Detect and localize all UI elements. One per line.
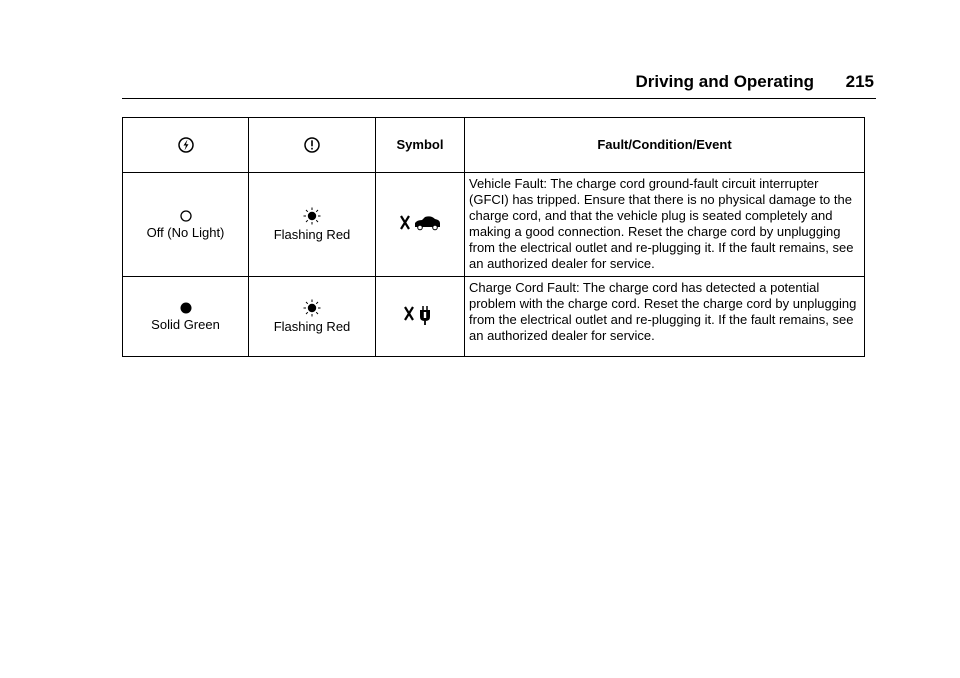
indicator-label: Flashing Red [273, 318, 351, 334]
charge-cord-fault-icon [402, 304, 438, 326]
cell-indicator [249, 277, 376, 357]
light-flashing-icon [303, 207, 321, 225]
cell-light-status [123, 277, 249, 357]
light-status-label: Off (No Light) [146, 224, 225, 240]
indicator-label: Flashing Red [273, 226, 351, 242]
light-status-label: Solid Green [151, 316, 220, 332]
header-warning [249, 118, 376, 173]
section-title: Driving and Operating [635, 72, 814, 91]
table-header-row [123, 118, 865, 173]
light-off-icon [179, 209, 193, 223]
cell-symbol [376, 277, 465, 357]
table-row [123, 277, 865, 357]
vehicle-fault-icon [398, 214, 442, 232]
charge-status-icon [177, 136, 195, 154]
fault-table [122, 117, 865, 357]
light-flashing-icon [303, 299, 321, 317]
table-row [123, 173, 865, 277]
header-charge-status [123, 118, 249, 173]
header-symbol: Symbol [376, 118, 465, 173]
cell-symbol [376, 173, 465, 277]
cell-description: Vehicle Fault: The charge cord ground-fault circuit interrupter (GFCI) has tripped. Ensure that there is no physical damage to the charge cord, and that the vehicle plug is seated completely and making a good connection. Reset the charge cord by unplugging from the electrical outlet and re-plugging it. If the fault remains, see an authorized dealer for service. [465, 173, 865, 277]
header-fault: Fault/Condition/Event [465, 118, 865, 173]
page-number: 215 [845, 72, 874, 91]
cell-light-status [123, 173, 249, 277]
cell-indicator [249, 173, 376, 277]
light-solid-icon [179, 301, 193, 315]
warning-icon [303, 136, 321, 154]
page-header [122, 72, 876, 99]
cell-description: Charge Cord Fault: The charge cord has detected a potential problem with the charge cord. Reset the charge cord by unplugging from the electrical outlet and re-plugging it. If the fault remains, see an authorized dealer for service. [465, 277, 865, 357]
